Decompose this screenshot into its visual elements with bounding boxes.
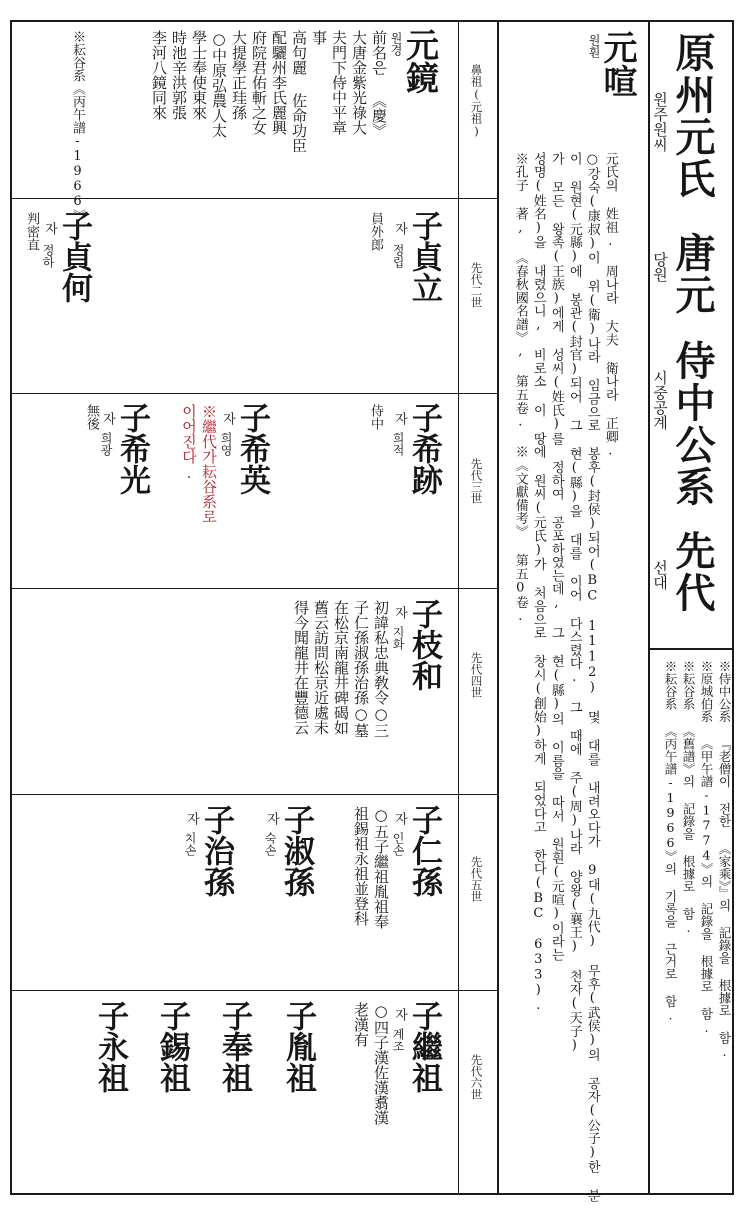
branch-title: 唐元	[669, 232, 716, 316]
gen4-ja: 자	[392, 606, 407, 619]
gen3-son-2-note-2: 이어진다.	[180, 404, 198, 482]
ancestor-name: 元鏡	[401, 28, 440, 94]
clan-title: 原州元氏	[669, 32, 716, 200]
lineage-title: 侍中公系	[669, 340, 716, 508]
generation-column-divider	[458, 20, 459, 1195]
gen-label-1: 鼻祖(元祖)	[469, 64, 484, 138]
source-note-1: ※侍中公系 『老僧이 전한 《家乘》』의 記錄을 根據로 함.	[717, 660, 732, 1059]
ancestor-bio-11: 時池辛洪郭張	[170, 30, 188, 120]
gen3-son-1-gloss: 희적	[391, 432, 405, 456]
gen5-son-1-bio-1: ○五子繼祖胤祖奉	[372, 806, 390, 929]
ancestor-bio-6: 配驪州李氏麗興	[270, 30, 288, 135]
row-divider-5	[10, 990, 497, 991]
section-title-gloss: 선대	[651, 560, 669, 590]
gen-label-6: 先代六世	[469, 1054, 484, 1100]
gen-label-5: 先代五世	[469, 856, 484, 902]
source-note-3: ※耘谷系 《舊譜》의 記錄을 根據로 함.	[681, 660, 696, 935]
gen-label-3: 先代三世	[469, 458, 484, 504]
gen2-son-1-gloss: 정립	[391, 244, 405, 268]
ancestor-bio-12: 李河八鏡同來	[150, 30, 168, 120]
ancestor-bio-5: 高句麗 佐命功臣	[290, 30, 308, 153]
gen4-name: 子枝和	[406, 598, 442, 691]
gen6-son-4-name: 子錫祖	[154, 1000, 190, 1093]
gen5-son-3-gloss: 치손	[183, 832, 197, 856]
gen3-son-3-gloss: 희광	[99, 432, 113, 456]
gen-label-4: 先代四世	[469, 652, 484, 698]
gen5-son-1-bio-2: 祖錫祖永祖並登科	[352, 806, 370, 926]
gen4-bio-1: 初諱私忠典敎令○三	[372, 600, 390, 738]
founder-line-2: ○강숙(康叔)이 위(衛)나라 임금으로 봉후(封侯)되어(BC 1112) 몇 대를 내려오다가 9대(九代) 무후(武侯)의 공자(公子)한 분	[584, 152, 600, 1203]
gen6-son-1-gloss: 계조	[391, 1028, 405, 1052]
gen3-son-2-note-1: ※繼代가耘谷系로	[200, 404, 218, 524]
gen6-son-5-name: 子永祖	[92, 1000, 128, 1093]
ancestor-bio-1: 前名은 《慶》	[370, 30, 388, 138]
gen2-son-1-title: 員外郎	[368, 212, 383, 251]
gen6-son-1-bio-1: ○四子漢佐漢翥漢	[372, 1002, 390, 1125]
gen5-son-1-ja: 자	[392, 812, 407, 825]
founder-line-3: 이 원현(元縣)에 봉관(封官)되어 그 현(縣)을 대를 이어 다스렸다. 그 때에 주(周)나라 양왕(襄王) 천자(天子)	[566, 152, 582, 1054]
founder-line-4: 가 모든 왕족(王族)에게 성씨(姓氏)를 정하여 공포하였는데, 그 현(縣)의 이름을 따서 원훤(元喧)이라는	[548, 152, 564, 962]
gen5-son-2-gloss: 숙손	[263, 832, 277, 856]
gen5-son-3-name: 子治孫	[198, 804, 234, 897]
gen4-bio-3: 在松京南龍井碑碣如	[332, 600, 350, 735]
ancestor-bio-10: 學士奉使東來	[190, 30, 208, 120]
founder-line-1: 元氏의 姓祖. 周나라 大夫 衛나라 正卿.	[602, 152, 618, 459]
source-note-2: ※原城伯系 《甲午譜-1774》의 記錄을 根據로 함.	[699, 660, 714, 1035]
gen4-bio-5: 得今聞龍井在豐德云	[292, 600, 310, 735]
ancestor-source-note: ※耘谷系《丙午譜-1966》	[70, 30, 85, 222]
gen3-son-1-name: 子希跡	[406, 402, 442, 495]
gen2-son-1-name: 子貞立	[406, 210, 442, 303]
ancestor-bio-8: 大提學正珪孫	[230, 30, 248, 120]
lineage-title-gloss: 시중공계	[651, 370, 669, 430]
gen5-son-2-name: 子淑孫	[278, 804, 314, 897]
ancestor-bio-2: 大唐金紫光祿大	[350, 30, 368, 135]
ancestor-bio-3: 夫門下侍中平章	[330, 30, 348, 135]
gen4-gloss: 지화	[391, 626, 405, 650]
row-divider-2	[10, 393, 497, 394]
gen-label-2: 先代二世	[469, 262, 484, 308]
gen6-son-2-name: 子胤祖	[280, 1000, 316, 1093]
ancestor-gloss: 원경	[389, 32, 403, 56]
ancestor-bio-7: 府院君佑斬之女	[250, 30, 268, 135]
gen6-son-1-ja: 자	[392, 1008, 407, 1021]
row-divider-4	[10, 794, 497, 795]
gen3-son-3-name: 子希光	[114, 402, 150, 495]
gen3-son-2-name: 子希英	[234, 402, 270, 495]
founder-name: 元喧	[597, 30, 637, 98]
gen3-son-3-ja: 자	[100, 412, 115, 425]
gen5-son-1-name: 子仁孫	[406, 804, 442, 897]
row-divider-3	[10, 588, 497, 589]
branch-title-gloss: 당원	[651, 252, 669, 282]
gen3-son-2-ja: 자	[220, 412, 235, 425]
ancestor-bio-9: ○中原弘農人太	[210, 30, 228, 138]
founder-line-6: ※孔子 著, 《春秋國名譜》, 第五卷. ※《文獻備考》 第五0卷.	[512, 152, 528, 625]
gen6-son-3-name: 子奉祖	[216, 1000, 252, 1093]
source-note-4: ※耘谷系 《丙午譜-1966》의 기록을 근거로 함.	[663, 660, 678, 1023]
gen2-son-2-title: 判密直	[24, 212, 39, 251]
gen2-son-2-name: 子貞何	[56, 210, 92, 303]
ancestor-bio-4: 事	[310, 30, 328, 45]
gen5-son-2-ja: 자	[264, 812, 279, 825]
title-frame-divider	[648, 648, 734, 650]
gen2-son-2-ja: 자	[42, 222, 57, 235]
gen2-son-2-gloss: 정하	[41, 244, 55, 268]
gen6-son-1-name: 子繼祖	[406, 1000, 442, 1093]
gen5-son-1-gloss: 인손	[391, 832, 405, 856]
clan-title-gloss: 원주원씨	[651, 92, 669, 152]
gen2-son-1-ja: 자	[392, 222, 407, 235]
gen4-bio-4: 舊云訪問松京近處未	[312, 600, 330, 735]
gen4-bio-2: 子仁孫淑孫治孫○墓	[352, 600, 370, 738]
founder-line-5: 성명(姓名)을 내렸으니, 비로소 이 땅에 원씨(元氏)가 처음으로 창시(創始)하게 되었다고 한다(BC 633).	[530, 152, 546, 1014]
gen3-son-1-title: 侍中	[368, 404, 383, 430]
gen6-son-1-bio-2: 老漢有	[352, 1002, 370, 1047]
founder-gloss: 원훤	[587, 34, 601, 58]
gen3-son-3-title: 無後	[84, 404, 99, 430]
gen3-son-1-ja: 자	[392, 412, 407, 425]
gen3-son-2-gloss: 희영	[219, 432, 233, 456]
gen5-son-3-ja: 자	[184, 812, 199, 825]
section-title: 先代	[669, 530, 716, 614]
